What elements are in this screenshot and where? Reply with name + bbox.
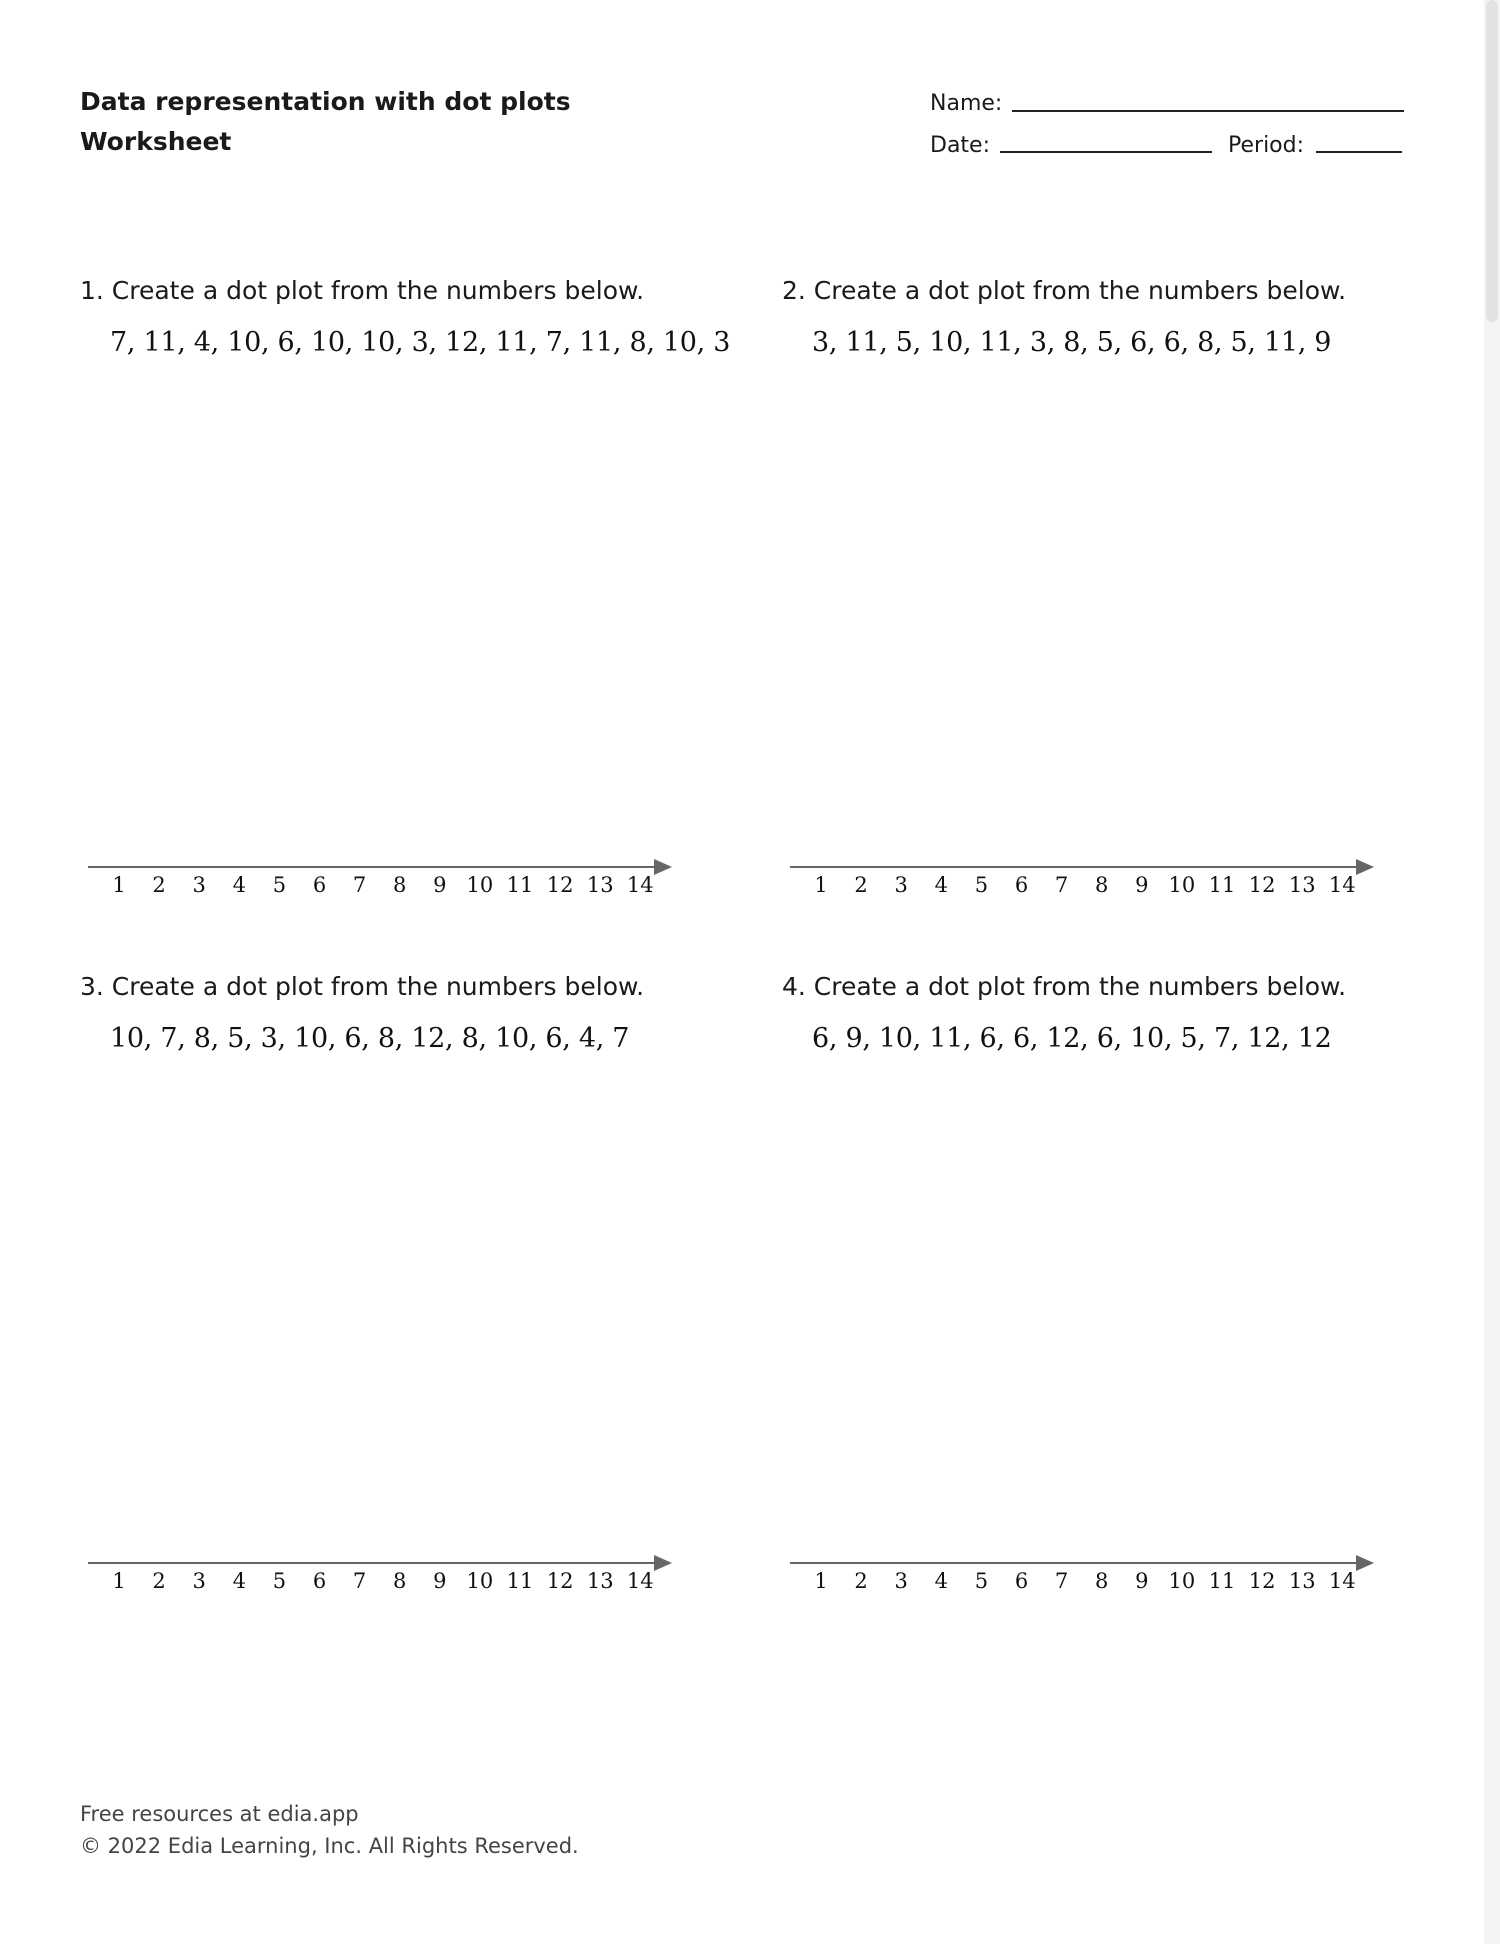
number-line-tick-label: 2 <box>152 873 166 897</box>
number-line-tick-label: 4 <box>232 1569 246 1593</box>
number-line-tick-label: 8 <box>1095 873 1109 897</box>
number-line-tick-label: 4 <box>934 873 948 897</box>
number-line-tick-label: 12 <box>1248 1569 1276 1593</box>
number-line-tick-label: 13 <box>586 1569 614 1593</box>
number-line-tick-label: 2 <box>854 1569 868 1593</box>
number-line-tick-label: 10 <box>1168 1569 1196 1593</box>
number-line-tick-label: 14 <box>626 873 654 897</box>
number-line-tick-label: 3 <box>192 1569 206 1593</box>
number-line-tick-label: 9 <box>1135 1569 1149 1593</box>
number-line-tick-label: 14 <box>1328 873 1356 897</box>
number-line-tick-label: 4 <box>934 1569 948 1593</box>
number-line-tick-label: 6 <box>1014 1569 1029 1593</box>
title-line-2: Worksheet <box>80 127 232 156</box>
question-prompt: 1. Create a dot plot from the numbers below. <box>80 276 645 305</box>
number-line-tick-label: 10 <box>466 1569 494 1593</box>
number-line-tick-label: 6 <box>312 873 327 897</box>
number-line-tick-label: 13 <box>586 873 614 897</box>
number-line-tick-label: 13 <box>1288 1569 1316 1593</box>
number-line-tick-label: 14 <box>626 1569 654 1593</box>
number-line-tick-label: 8 <box>1095 1569 1109 1593</box>
number-line-tick-label: 12 <box>1248 873 1276 897</box>
number-line-tick-label: 1 <box>814 1569 828 1593</box>
number-line-arrow <box>1356 859 1374 875</box>
number-line-tick-label: 7 <box>1054 1569 1069 1593</box>
question-numbers: 6, 9, 10, 11, 6, 6, 12, 6, 10, 5, 7, 12, 12 <box>812 1023 1332 1054</box>
number-line-tick-label: 11 <box>506 1569 534 1593</box>
number-line-tick-label: 11 <box>1208 873 1236 897</box>
number-line-tick-label: 13 <box>1288 873 1316 897</box>
question-1 <box>80 274 731 358</box>
period-label: Period: <box>1228 133 1305 158</box>
number-line-tick-label: 9 <box>433 1569 447 1593</box>
date-label: Date: <box>930 133 990 158</box>
number-line-arrow <box>654 859 672 875</box>
question-prompt: 3. Create a dot plot from the numbers below. <box>80 972 645 1001</box>
number-line-tick-label: 10 <box>466 873 494 897</box>
number-line-3 <box>80 1546 680 1596</box>
number-line-tick-label: 4 <box>232 873 246 897</box>
worksheet-title <box>80 82 571 162</box>
number-line-tick-label: 5 <box>974 873 989 897</box>
number-line-tick-label: 2 <box>854 873 868 897</box>
number-line-tick-label: 3 <box>894 873 908 897</box>
number-line-tick-label: 9 <box>433 873 447 897</box>
question-prompt: 2. Create a dot plot from the numbers below. <box>782 276 1347 305</box>
number-line-tick-label: 1 <box>814 873 828 897</box>
number-line-tick-label: 8 <box>393 1569 407 1593</box>
number-line-tick-label: 1 <box>112 1569 126 1593</box>
number-line-tick-label: 14 <box>1328 1569 1356 1593</box>
number-line-tick-label: 5 <box>272 873 287 897</box>
number-line-tick-label: 6 <box>1014 873 1029 897</box>
number-line-tick-label: 6 <box>312 1569 327 1593</box>
number-line-tick-label: 7 <box>1054 873 1069 897</box>
number-line-tick-label: 12 <box>546 873 574 897</box>
number-line-4 <box>782 1546 1382 1596</box>
name-label: Name: <box>930 91 1003 116</box>
question-prompt: 4. Create a dot plot from the numbers below. <box>782 972 1347 1001</box>
footer-resources: Free resources at edia.app <box>80 1802 359 1826</box>
number-line-tick-label: 2 <box>152 1569 166 1593</box>
footer-copyright: © 2022 Edia Learning, Inc. All Rights Reserved. <box>80 1834 579 1858</box>
number-line-tick-label: 7 <box>352 873 367 897</box>
number-line-tick-label: 5 <box>272 1569 287 1593</box>
scrollbar-thumb[interactable] <box>1486 0 1498 322</box>
number-line-tick-label: 5 <box>974 1569 989 1593</box>
number-line-tick-label: 9 <box>1135 873 1149 897</box>
number-line-tick-label: 3 <box>192 873 206 897</box>
number-line-2 <box>782 850 1382 900</box>
number-line-tick-label: 1 <box>112 873 126 897</box>
question-2 <box>782 274 1422 358</box>
question-numbers: 7, 11, 4, 10, 6, 10, 10, 3, 12, 11, 7, 11, 8, 10, 3 <box>110 327 731 358</box>
question-3 <box>80 970 720 1054</box>
number-line-tick-label: 10 <box>1168 873 1196 897</box>
number-line-tick-label: 12 <box>546 1569 574 1593</box>
number-line-tick-label: 8 <box>393 873 407 897</box>
number-line-tick-label: 7 <box>352 1569 367 1593</box>
number-line-tick-label: 3 <box>894 1569 908 1593</box>
footer <box>80 1798 579 1862</box>
number-line-tick-label: 11 <box>1208 1569 1236 1593</box>
number-line-arrow <box>1356 1555 1374 1571</box>
number-line-tick-label: 11 <box>506 873 534 897</box>
title-line-1: Data representation with dot plots <box>80 87 571 116</box>
question-numbers: 3, 11, 5, 10, 11, 3, 8, 5, 6, 6, 8, 5, 11, 9 <box>812 327 1332 358</box>
date-field[interactable] <box>1000 151 1212 153</box>
number-line-arrow <box>654 1555 672 1571</box>
number-line-1 <box>80 850 680 900</box>
name-field[interactable] <box>1012 110 1404 112</box>
question-numbers: 10, 7, 8, 5, 3, 10, 6, 8, 12, 8, 10, 6, 4, 7 <box>110 1023 630 1054</box>
period-field[interactable] <box>1316 151 1402 153</box>
question-4 <box>782 970 1422 1054</box>
